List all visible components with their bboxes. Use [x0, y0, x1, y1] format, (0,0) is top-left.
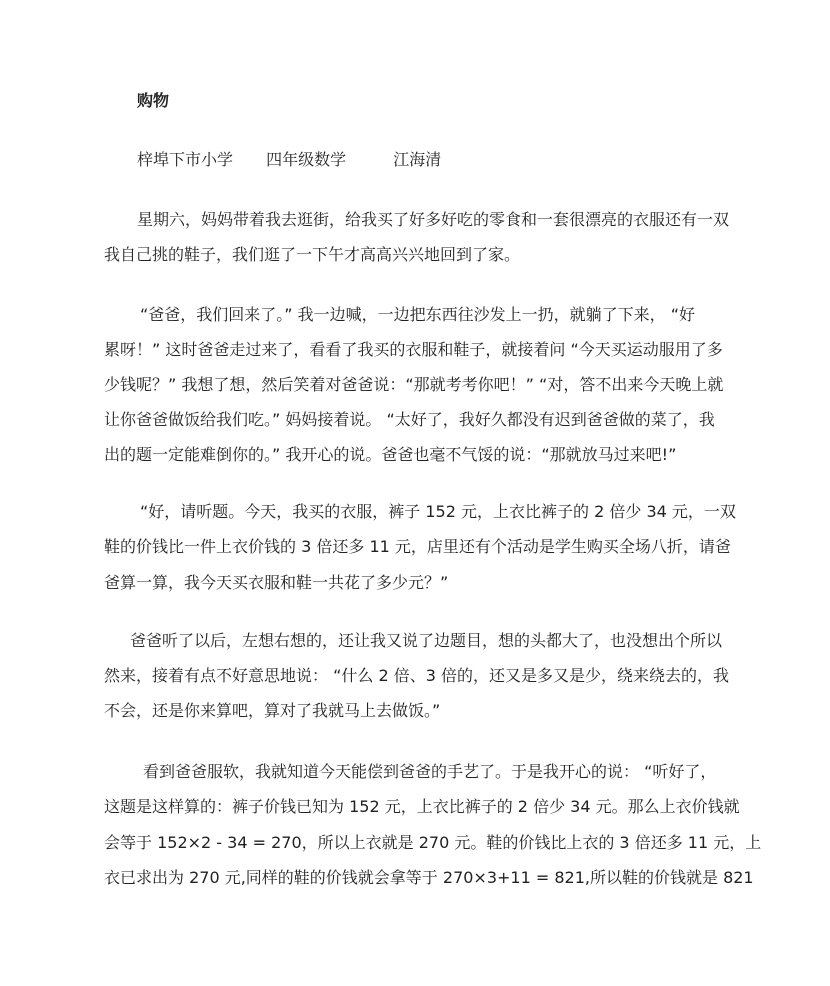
paragraph-3-line: “好，请听题。今天，我买的衣服，裤子 152 元，上衣比裤子的 2 倍少 34 元，一双: [140, 502, 736, 521]
paragraph-3-line: 爸算一算，我今天买衣服和鞋一共花了多少元？”: [104, 573, 449, 592]
school-name: 梓埠下市小学: [137, 150, 234, 169]
paragraph-5-line: 看到爸爸服软，我就知道今天能偿到爸爸的手艺了。于是我开心的说： “听好了，: [143, 762, 717, 781]
paragraph-5-line: 衣已求出为 270 元,同样的鞋的价钱就会拿等于 270×3+11 = 821,所以鞋的价钱就是 821: [104, 868, 754, 887]
document-title: 购物: [137, 91, 170, 110]
paragraph-1-line: 星期六，妈妈带着我去逛街，给我买了好多好吃的零食和一套很漂亮的衣服还有一双: [137, 210, 730, 229]
paragraph-2-line: 出的题一定能难倒你的。” 我开心的说。爸爸也毫不气馁的说：“那就放马过来吧!”: [104, 445, 677, 464]
byline: [137, 150, 441, 170]
paragraph-2-line: 累呀！” 这时爸爸走过来了，看看了我买的衣服和鞋子，就接着问 “今天买运动服用了多: [104, 340, 723, 359]
paragraph-1-line: 我自己挑的鞋子，我们逛了一下午才高高兴兴地回到了家。: [104, 245, 521, 264]
paragraph-4-line: 爸爸听了以后，左想右想的，还让我又说了边题目，想的头都大了，也没想出个所以: [130, 631, 723, 650]
paragraph-3-line: 鞋的价钱比一件上衣价钱的 3 倍还多 11 元，店里还有个活动是学生购买全场八折，请爸: [104, 537, 731, 556]
paragraph-2-line: “爸爸，我们回来了。” 我一边喊，一边把东西往沙发上一扔，就躺了下来， “好: [140, 305, 696, 324]
paragraph-4-line: 不会，还是你来算吧，算对了我就马上去做饭。”: [104, 701, 441, 720]
paragraph-5-line: 会等于 152×2 - 34 = 270，所以上衣就是 270 元。鞋的价钱比上衣的 3 倍还多 11 元，上: [104, 833, 762, 852]
author-name: 江海清: [393, 150, 442, 169]
paragraph-2-line: 让你爸爸做饭给我们吃。” 妈妈接着说。 “太好了，我好久都没有迟到爸爸做的菜了，我: [104, 410, 715, 429]
paragraph-5-line: 这题是这样算的：裤子价钱已知为 152 元，上衣比裤子的 2 倍少 34 元。那么上衣价钱就: [104, 797, 740, 816]
grade-subject: 四年级数学: [266, 150, 347, 169]
paragraph-2-line: 少钱呢？” 我想了想，然后笑着对爸爸说：“那就考考你吧！” “对，答不出来今天晚上就: [104, 375, 724, 394]
paragraph-4-line: 然来，接着有点不好意思地说： “什么 2 倍、3 倍的，还又是多又是少，绕来绕去的，我: [104, 666, 729, 685]
